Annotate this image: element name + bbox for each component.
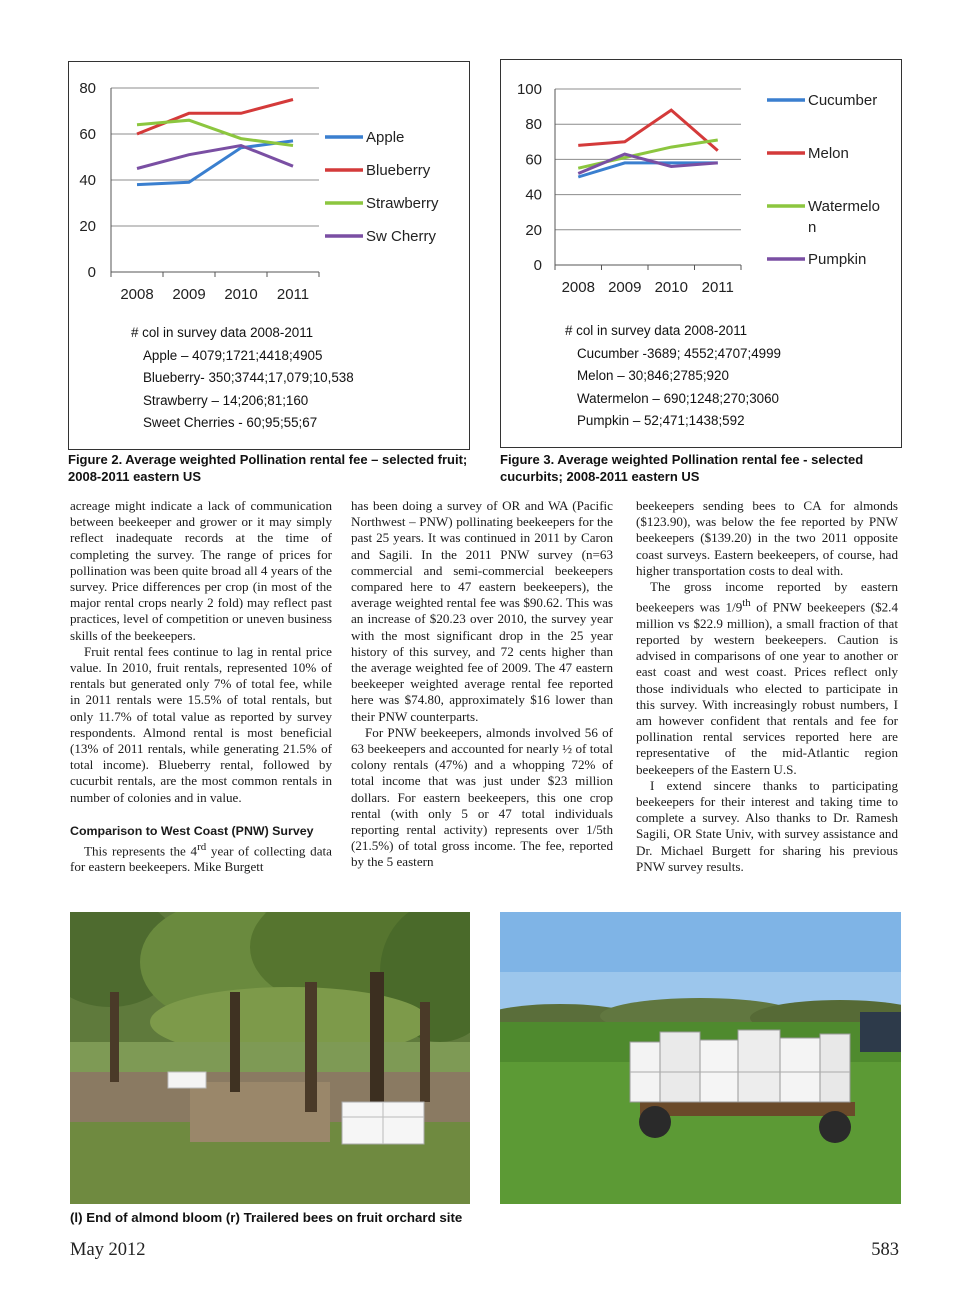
text-span: The gross income reported by eastern beekeepers was 1/9 (636, 579, 898, 615)
y-tick-label: 60 (79, 126, 96, 143)
fig2-note-strawberry: Strawberry – 14;206;81;160 (143, 392, 309, 408)
legend-label: Pumpkin (808, 251, 867, 268)
fig2-note-apple: Apple – 4079;1721;4418;4905 (143, 347, 323, 363)
legend-label: Watermelo (808, 198, 880, 215)
fig2-svg (69, 62, 471, 322)
text-span: of PNW beekeepers ($2.4 million vs $22.9 million), a small fraction of that reported by western beekeepers. Caution is advised in comparisons of one year to another or east coast and west coast. Prices reflect only those individuals who elected to participate in this survey. With increasingly robust numbers, I am however confident that rentals and fee for pollination rental services reported here are representative of the mid-Atlantic region beekeepers of the Eastern U.S. (636, 599, 899, 777)
figure-2-caption: Figure 2. Average weighted Pollination rental fee – selected fruit; 2008-2011 eastern US (68, 452, 468, 484)
legend-label: Apple (366, 129, 405, 146)
footer-date: May 2012 (70, 1240, 146, 1260)
text-span: This represents the 4 (84, 843, 198, 859)
legend-label: Melon (808, 145, 849, 162)
x-tick-label: 2010 (654, 279, 688, 296)
superscript: th (742, 597, 751, 610)
figure-3-caption: Figure 3. Average weighted Pollination rental fee - selected cucurbits; 2008-2011 eastern US (500, 452, 864, 484)
page-number: 583 (871, 1240, 899, 1260)
y-tick-label: 40 (525, 186, 542, 204)
fig2-survey-notes (131, 322, 354, 435)
fig3-notes-header: # col in survey data 2008-2011 (565, 323, 748, 338)
y-tick-label: 20 (525, 221, 542, 239)
paragraph: I extend sincere thanks to participating beekeepers for their interest and taking time to complete a survey. Also thanks to Dr. Ramesh Sagili, OR State Univ, with survey assistance and Dr. Michael Burgett for sharing his previous PNW survey results. (636, 777, 898, 874)
fig3-note-pumpkin: Pumpkin – 52;471;1438;592 (577, 413, 745, 429)
legend-label: Cucumber (808, 92, 878, 109)
article-column-2 (351, 498, 613, 871)
almond-orchard-photo (70, 912, 470, 1204)
y-tick-label: 0 (533, 257, 542, 274)
y-tick-label: 80 (79, 80, 96, 97)
almond-orchard-image (70, 912, 470, 1204)
paragraph: has been doing a survey of OR and WA (Pacific Northwest – PNW) pollinating beekeepers for the past 25 years. It was continued in 2011 by Caron and Sagili. In the 2011 PNW survey (n=63 commercial and semi-commercial beekeepers compared here to 47 eastern beekeepers), the average weighted rental fee was $90.62. This was an increase of $20.23 over 2010, the survey year with the most significant drop in the 25 year history of this survey, and 72 cents higher than the average weighted fee of 2009. The 47 eastern beekeeper weighted average rental fee reported here was $74.80, approximately $16 lower than their PNW counterparts. (351, 498, 613, 724)
fig3-svg (501, 60, 903, 320)
paragraph: Fruit rental fees continue to lag in rental price value. In 2010, fruit rentals, represented 10% of rentals but generated only 7% of total fee, while in 2011 rentals were 15.5% of total rentals, but only 11.7% of total value as reported by survey respondents. Almond rental is most beneficial (13% of 2011 rentals, while generating 21.5% of total income). Blueberry rental, followed by cucurbit rentals, are the most common rentals in number of colonies and in value. (70, 643, 332, 805)
x-tick-label: 2008 (561, 279, 595, 296)
x-tick-label: 2009 (172, 286, 206, 303)
series-line-strawberry (137, 120, 293, 145)
fig3-survey-notes (565, 320, 781, 433)
legend-label: n (808, 219, 817, 236)
trailered-bees-image (500, 912, 901, 1204)
figure-3-chart (500, 59, 902, 448)
section-heading: Comparison to West Coast (PNW) Survey (70, 823, 314, 838)
x-tick-label: 2009 (608, 279, 642, 296)
fig2-notes-header: # col in survey data 2008-2011 (131, 325, 314, 340)
article-column-3 (636, 498, 898, 875)
fig3-note-cucumber: Cucumber -3689; 4552;4707;4999 (577, 345, 781, 361)
x-tick-label: 2010 (224, 286, 258, 303)
trailered-bees-photo (500, 912, 901, 1204)
figure-2-chart (68, 61, 470, 450)
x-tick-label: 2011 (276, 286, 310, 303)
y-tick-label: 20 (79, 218, 96, 235)
legend-label: Sw Cherry (366, 228, 437, 245)
y-tick-label: 80 (525, 116, 542, 134)
paragraph (636, 579, 898, 778)
y-tick-label: 0 (87, 264, 96, 281)
x-tick-label: 2008 (120, 286, 154, 303)
fig3-note-melon: Melon – 30;846;2785;920 (577, 368, 729, 384)
y-tick-label: 40 (79, 172, 96, 189)
text-span: year of collecting data for eastern beekeepers. Mike Burgett (70, 843, 332, 875)
fig3-note-watermelon: Watermelon – 690;1248;270;3060 (577, 390, 779, 406)
photo-caption: (l) End of almond bloom (r) Trailered bees on fruit orchard site (70, 1210, 463, 1225)
fig2-note-sweet-cherries: Sweet Cherries - 60;95;55;67 (143, 415, 318, 431)
legend-label: Strawberry (366, 195, 439, 212)
superscript: rd (197, 840, 207, 853)
paragraph (70, 839, 332, 876)
paragraph: beekeepers sending bees to CA for almonds ($123.90), was below the fee reported by PNW beekeepers ($139.20) in the two 2011 opposite coast surveys. Eastern beekeepers, of course, had higher transportation costs to deal with. (636, 498, 898, 578)
fig2-note-blueberry: Blueberry- 350;3744;17,079;10,538 (143, 370, 354, 386)
paragraph: For PNW beekeepers, almonds involved 56 of 63 beekeepers and accounted for nearly ½ of total colony rentals (47%) and a whopping 72% of total income that was just under $23 million dollars. For eastern beekeepers, this one crop rental (with only 5 or 47 total individuals reporting rental activity) represents over 1/5th (21.5%) of total gross income. The fee, reported by the 5 eastern (351, 724, 613, 870)
legend-label: Blueberry (366, 162, 431, 179)
x-tick-label: 2011 (701, 279, 734, 296)
y-tick-label: 60 (525, 151, 542, 169)
y-tick-label: 100 (516, 81, 542, 98)
article-column-1 (70, 498, 332, 876)
paragraph: acreage might indicate a lack of communication between beekeeper and grower or it may simply reflect inadequate records at the time of completing the survey. The range of prices for pollination was been quite broad all 4 years of the survey. Price differences per crop (in most of the major rental crops nearly 2 fold) may reflect past practices, level of competition or uneven business skills of the beekeepers. (70, 498, 332, 643)
